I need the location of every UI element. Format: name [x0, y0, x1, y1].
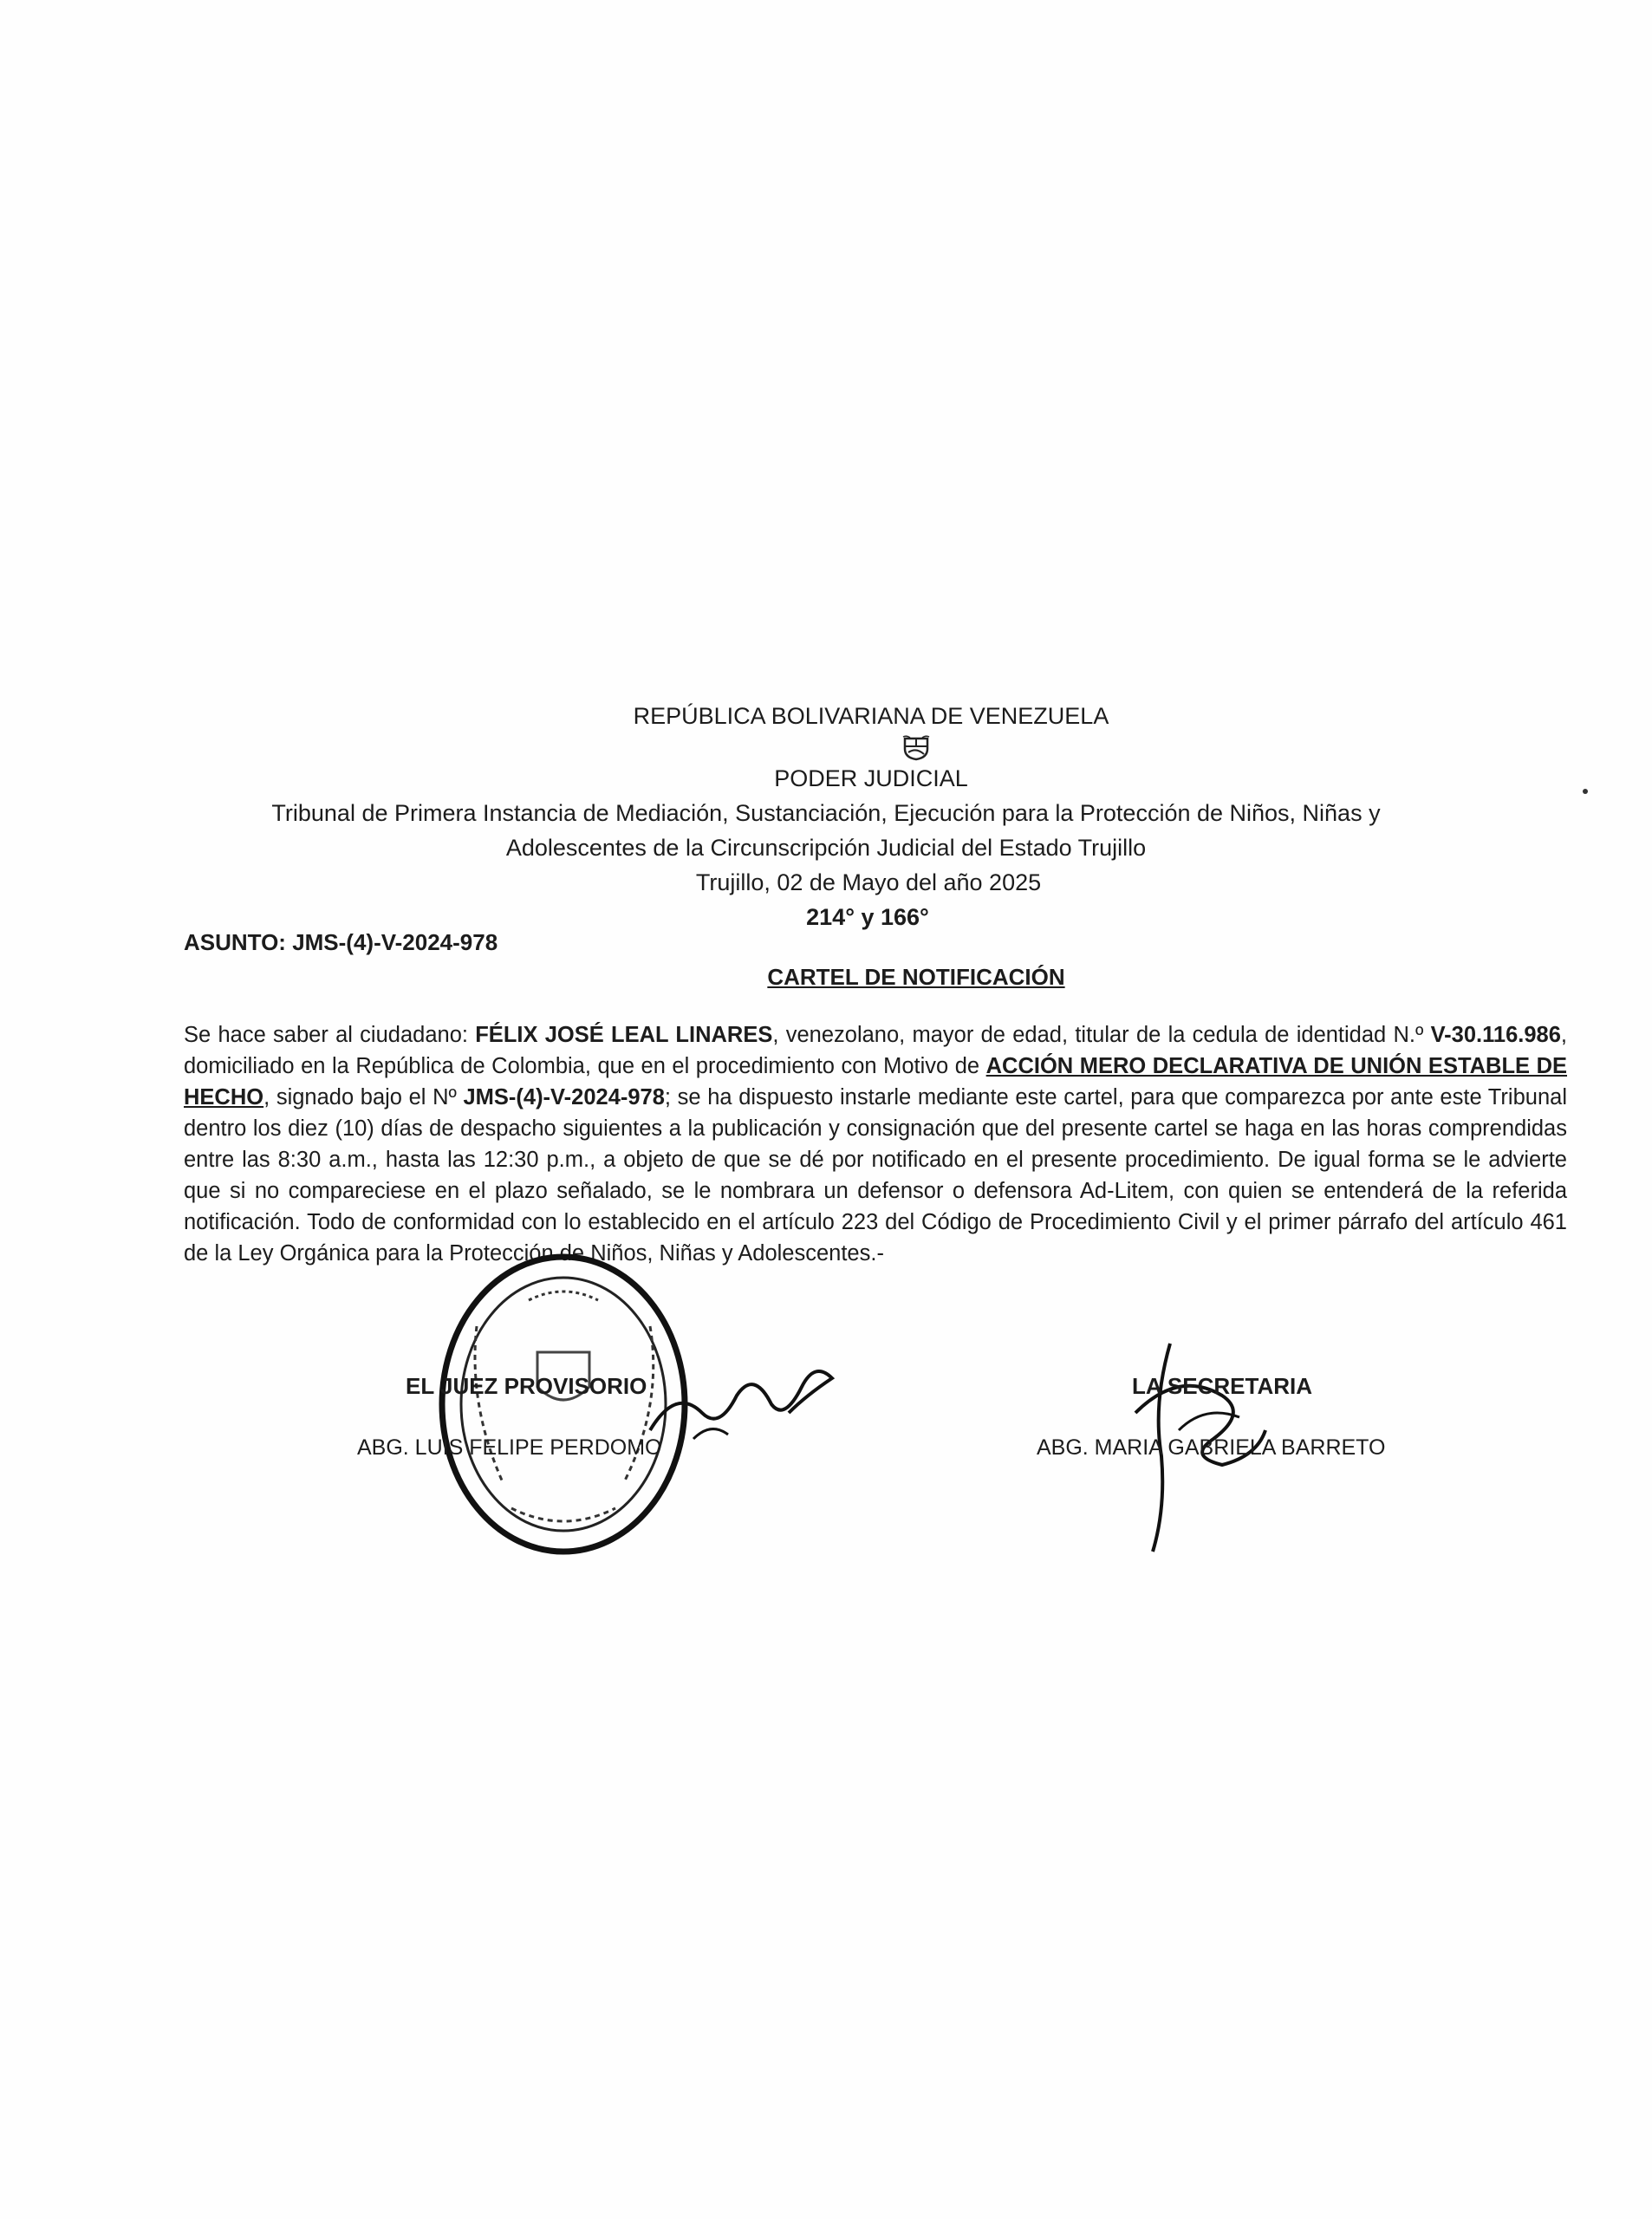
republic-heading: REPÚBLICA BOLIVARIANA DE VENEZUELA: [633, 703, 1109, 729]
judge-name: ABG. LUIS FELIPE PERDOMO: [357, 1435, 662, 1460]
coat-of-arms-icon: [901, 735, 931, 761]
document-date: Trujillo, 02 de Mayo del año 2025: [695, 869, 1042, 895]
id-number: V-30.116.986: [1430, 1023, 1561, 1047]
body-intro: Se hace saber al ciudadano:: [184, 1023, 476, 1047]
court-name-line-2: Adolescentes de la Circunscripción Judicial del Estado Trujillo: [505, 835, 1147, 861]
secretary-name: ABG. MARIA GABRIELA BARRETO: [1037, 1435, 1386, 1460]
body-domicile: , domiciliado en la República de Colombia, que en el procedimiento con Motivo de: [184, 1023, 1567, 1078]
court-name-line-1: Tribunal de Primera Instancia de Mediación, Sustanciación, Ejecución para la Protección de Niños, Niñas y: [271, 800, 1381, 826]
procedure-motive: ACCIÓN MERO DECLARATIVA DE UNIÓN ESTABLE DE HECHO: [184, 1054, 1567, 1110]
judge-role: EL JUEZ PROVISORIO: [406, 1373, 647, 1399]
secretary-role: LA SECRETARIA: [1132, 1373, 1312, 1399]
document-title: [0, 964, 1652, 991]
judge-signature: [641, 1335, 841, 1456]
document-header: [0, 699, 1652, 934]
document-title-text: CARTEL DE NOTIFICACIÓN: [767, 964, 1065, 990]
citizen-name: FÉLIX JOSÉ LEAL LINARES: [475, 1023, 773, 1047]
independence-years: 214° y 166°: [806, 904, 929, 930]
body-instructions: ; se ha dispuesto instarle mediante este cartel, para que comparezca por ante este Tribunal dentro los diez (10) días de despacho siguientes a la publicación y consignación que del presente cartel se haga en las horas comprendidas entre las 8:30 a.m., hasta las 12:30 p.m., a objeto de que se dé por notificado en el presente procedimiento. De igual forma se le advierte que si no compareciese en el plazo señalado, se le nombrara un defensor o defensora Ad-Litem, con quien se entenderá de la referida notificación. Todo de conformidad con lo establecido en el artículo 223 del Código de Procedimiento Civil y el primer párrafo del artículo 461 de la Ley Orgánica para la Protección de Niños, Niñas y Adolescentes.-: [184, 1085, 1567, 1266]
body-case-intro: , signado bajo el Nº: [263, 1085, 464, 1110]
notification-body: [184, 1019, 1567, 1269]
case-subject: ASUNTO: JMS-(4)-V-2024-978: [184, 929, 498, 955]
case-number: JMS-(4)-V-2024-978: [463, 1085, 665, 1110]
judicial-power-heading: PODER JUDICIAL: [774, 765, 968, 791]
body-id-intro: , venezolano, mayor de edad, titular de la cedula de identidad N.º: [772, 1023, 1431, 1047]
